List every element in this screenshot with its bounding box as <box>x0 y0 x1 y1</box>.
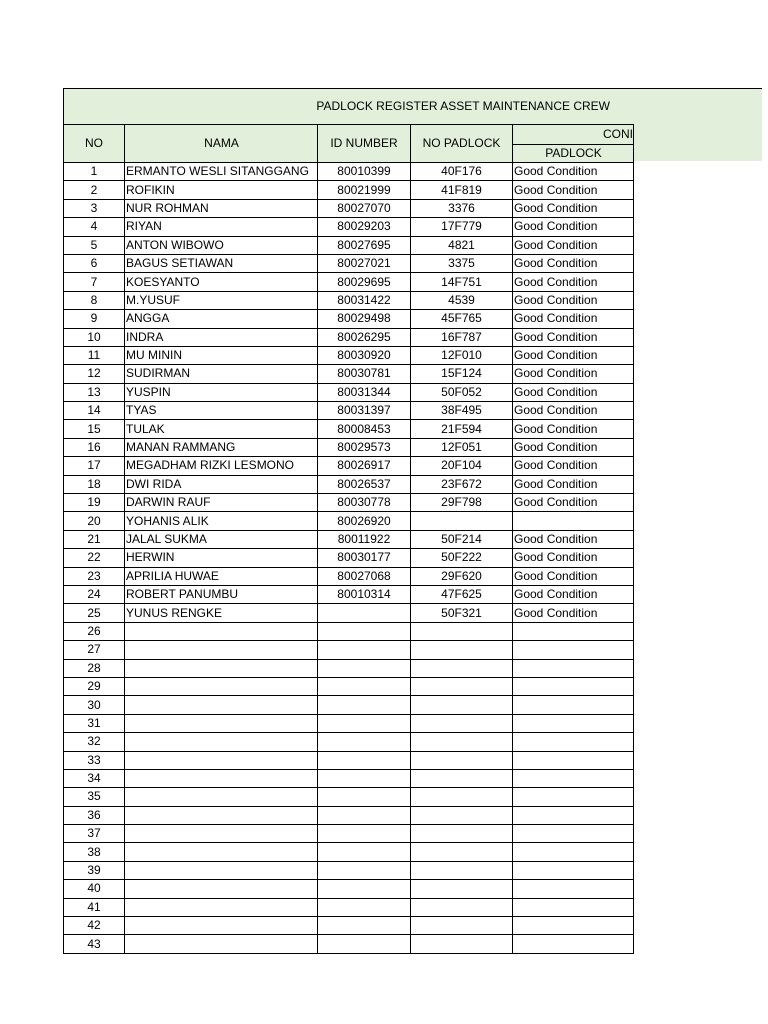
padlock-register-table <box>63 124 634 954</box>
cell-id-number[interactable] <box>318 898 411 916</box>
cell-condition[interactable] <box>513 696 634 714</box>
table-row <box>64 199 634 217</box>
cell-id-number[interactable]: 80010399 <box>318 163 411 181</box>
table-row <box>64 218 634 236</box>
cell-condition[interactable] <box>513 843 634 861</box>
cell-condition[interactable] <box>513 898 634 916</box>
cell-condition[interactable]: Good Condition <box>513 383 634 401</box>
cell-nama[interactable]: M.YUSUF <box>125 291 318 309</box>
cell-nama[interactable]: ANGGA <box>125 310 318 328</box>
cell-condition[interactable]: Good Condition <box>513 604 634 622</box>
cell-no[interactable]: 3 <box>64 199 125 217</box>
cell-no-padlock[interactable] <box>411 622 513 640</box>
cell-condition[interactable]: Good Condition <box>513 530 634 548</box>
cell-condition[interactable] <box>513 769 634 787</box>
table-row <box>64 843 634 861</box>
cell-no-padlock[interactable]: 50F222 <box>411 549 513 567</box>
cell-nama[interactable]: HERWIN <box>125 549 318 567</box>
cell-condition[interactable] <box>513 788 634 806</box>
condition-header-fill <box>631 124 762 161</box>
cell-nama[interactable]: JALAL SUKMA <box>125 530 318 548</box>
cell-id-number[interactable]: 80030781 <box>318 365 411 383</box>
cell-nama[interactable]: ROBERT PANUMBU <box>125 585 318 603</box>
cell-nama[interactable]: ROFIKIN <box>125 181 318 199</box>
table-row <box>64 438 634 456</box>
cell-no-padlock[interactable]: 40F176 <box>411 163 513 181</box>
table-row <box>64 604 634 622</box>
cell-condition[interactable] <box>513 714 634 732</box>
table-row <box>64 383 634 401</box>
cell-nama[interactable] <box>125 751 318 769</box>
cell-condition[interactable] <box>513 512 634 530</box>
cell-condition[interactable]: Good Condition <box>513 494 634 512</box>
cell-id-number[interactable]: 80026917 <box>318 457 411 475</box>
table-row <box>64 622 634 640</box>
table-row <box>64 659 634 677</box>
cell-nama[interactable]: YUNUS RENGKE <box>125 604 318 622</box>
cell-no[interactable]: 40 <box>64 880 125 898</box>
cell-nama[interactable] <box>125 696 318 714</box>
cell-nama[interactable] <box>125 733 318 751</box>
cell-condition[interactable] <box>513 622 634 640</box>
cell-id-number[interactable]: 80030778 <box>318 494 411 512</box>
cell-no[interactable]: 19 <box>64 494 125 512</box>
header-no[interactable]: NO <box>64 125 125 163</box>
table-row <box>64 254 634 272</box>
cell-no-padlock[interactable]: 29F620 <box>411 567 513 585</box>
cell-nama[interactable]: ANTON WIBOWO <box>125 236 318 254</box>
cell-id-number[interactable]: 80027070 <box>318 199 411 217</box>
cell-nama[interactable] <box>125 861 318 879</box>
cell-condition[interactable]: Good Condition <box>513 475 634 493</box>
cell-condition[interactable]: Good Condition <box>513 328 634 346</box>
cell-nama[interactable] <box>125 935 318 953</box>
cell-id-number[interactable] <box>318 696 411 714</box>
table-row <box>64 273 634 291</box>
cell-id-number[interactable]: 80027068 <box>318 567 411 585</box>
table-row <box>64 585 634 603</box>
cell-no[interactable]: 6 <box>64 254 125 272</box>
cell-condition[interactable]: Good Condition <box>513 457 634 475</box>
cell-nama[interactable]: SUDIRMAN <box>125 365 318 383</box>
cell-condition[interactable] <box>513 935 634 953</box>
cell-id-number[interactable]: 80029203 <box>318 218 411 236</box>
table-row <box>64 475 634 493</box>
cell-nama[interactable] <box>125 677 318 695</box>
title-banner <box>63 88 762 125</box>
table-row <box>64 677 634 695</box>
cell-id-number[interactable]: 80029573 <box>318 438 411 456</box>
cell-id-number[interactable]: 80031344 <box>318 383 411 401</box>
cell-no-padlock[interactable]: 3376 <box>411 199 513 217</box>
cell-no[interactable]: 4 <box>64 218 125 236</box>
cell-no[interactable]: 28 <box>64 659 125 677</box>
cell-no[interactable]: 17 <box>64 457 125 475</box>
cell-id-number[interactable] <box>318 880 411 898</box>
table-row <box>64 825 634 843</box>
cell-condition[interactable]: Good Condition <box>513 438 634 456</box>
cell-no[interactable]: 11 <box>64 346 125 364</box>
table-row <box>64 163 634 181</box>
cell-no[interactable]: 34 <box>64 769 125 787</box>
cell-no-padlock[interactable] <box>411 917 513 935</box>
cell-no-padlock[interactable] <box>411 641 513 659</box>
cell-condition[interactable] <box>513 861 634 879</box>
cell-no-padlock[interactable]: 50F321 <box>411 604 513 622</box>
table-row <box>64 346 634 364</box>
cell-condition[interactable]: Good Condition <box>513 420 634 438</box>
cell-condition[interactable] <box>513 751 634 769</box>
cell-no[interactable]: 10 <box>64 328 125 346</box>
cell-id-number[interactable]: 80008453 <box>318 420 411 438</box>
cell-no-padlock[interactable]: 3375 <box>411 254 513 272</box>
cell-no-padlock[interactable]: 50F052 <box>411 383 513 401</box>
cell-no[interactable]: 27 <box>64 641 125 659</box>
cell-nama[interactable]: YUSPIN <box>125 383 318 401</box>
cell-nama[interactable]: APRILIA HUWAE <box>125 567 318 585</box>
cell-no-padlock[interactable] <box>411 677 513 695</box>
cell-no-padlock[interactable] <box>411 659 513 677</box>
cell-id-number[interactable]: 80031397 <box>318 402 411 420</box>
cell-condition[interactable] <box>513 825 634 843</box>
cell-condition[interactable]: Good Condition <box>513 199 634 217</box>
cell-id-number[interactable] <box>318 825 411 843</box>
cell-condition[interactable]: Good Condition <box>513 402 634 420</box>
cell-id-number[interactable]: 80029695 <box>318 273 411 291</box>
cell-id-number[interactable] <box>318 769 411 787</box>
cell-no-padlock[interactable] <box>411 733 513 751</box>
cell-no[interactable]: 16 <box>64 438 125 456</box>
table-row <box>64 861 634 879</box>
cell-nama[interactable]: MANAN RAMMANG <box>125 438 318 456</box>
cell-nama[interactable] <box>125 769 318 787</box>
cell-condition[interactable] <box>513 641 634 659</box>
cell-nama[interactable]: MEGADHAM RIZKI LESMONO <box>125 457 318 475</box>
cell-id-number[interactable]: 80011922 <box>318 530 411 548</box>
cell-no-padlock[interactable] <box>411 898 513 916</box>
cell-no[interactable]: 9 <box>64 310 125 328</box>
cell-id-number[interactable]: 80027695 <box>318 236 411 254</box>
cell-no-padlock[interactable]: 20F104 <box>411 457 513 475</box>
table-row <box>64 751 634 769</box>
cell-id-number[interactable] <box>318 751 411 769</box>
cell-condition[interactable]: Good Condition <box>513 346 634 364</box>
cell-condition[interactable] <box>513 677 634 695</box>
cell-nama[interactable] <box>125 825 318 843</box>
cell-condition[interactable] <box>513 806 634 824</box>
cell-no-padlock[interactable] <box>411 825 513 843</box>
cell-condition[interactable] <box>513 880 634 898</box>
cell-no-padlock[interactable] <box>411 714 513 732</box>
cell-condition[interactable]: Good Condition <box>513 365 634 383</box>
cell-no-padlock[interactable]: 50F214 <box>411 530 513 548</box>
cell-condition[interactable]: Good Condition <box>513 163 634 181</box>
table-row <box>64 291 634 309</box>
cell-nama[interactable]: RIYAN <box>125 218 318 236</box>
cell-no[interactable]: 21 <box>64 530 125 548</box>
cell-no-padlock[interactable]: 29F798 <box>411 494 513 512</box>
table-row <box>64 769 634 787</box>
cell-no-padlock[interactable] <box>411 806 513 824</box>
cell-no[interactable]: 35 <box>64 788 125 806</box>
table-row <box>64 880 634 898</box>
cell-id-number[interactable] <box>318 861 411 879</box>
cell-condition[interactable]: Good Condition <box>513 291 634 309</box>
cell-id-number[interactable] <box>318 659 411 677</box>
cell-no-padlock[interactable] <box>411 696 513 714</box>
cell-no[interactable]: 18 <box>64 475 125 493</box>
cell-no[interactable]: 32 <box>64 733 125 751</box>
cell-no-padlock[interactable] <box>411 935 513 953</box>
cell-condition[interactable]: Good Condition <box>513 236 634 254</box>
cell-condition[interactable]: Good Condition <box>513 218 634 236</box>
table-row <box>64 567 634 585</box>
cell-no-padlock[interactable]: 14F751 <box>411 273 513 291</box>
cell-no-padlock[interactable] <box>411 788 513 806</box>
cell-nama[interactable]: ERMANTO WESLI SITANGGANG <box>125 163 318 181</box>
cell-nama[interactable]: DARWIN RAUF <box>125 494 318 512</box>
cell-no[interactable]: 8 <box>64 291 125 309</box>
cell-nama[interactable] <box>125 843 318 861</box>
cell-id-number[interactable]: 80031422 <box>318 291 411 309</box>
table-row <box>64 788 634 806</box>
cell-no[interactable]: 20 <box>64 512 125 530</box>
cell-no-padlock[interactable]: 12F051 <box>411 438 513 456</box>
cell-id-number[interactable]: 80027021 <box>318 254 411 272</box>
cell-no[interactable]: 2 <box>64 181 125 199</box>
table-header <box>64 125 634 163</box>
cell-id-number[interactable]: 80030177 <box>318 549 411 567</box>
cell-id-number[interactable] <box>318 935 411 953</box>
cell-nama[interactable]: KOESYANTO <box>125 273 318 291</box>
cell-nama[interactable] <box>125 641 318 659</box>
cell-condition[interactable]: Good Condition <box>513 273 634 291</box>
table-row <box>64 898 634 916</box>
cell-no[interactable]: 22 <box>64 549 125 567</box>
cell-condition[interactable]: Good Condition <box>513 254 634 272</box>
table-row <box>64 696 634 714</box>
cell-condition[interactable] <box>513 733 634 751</box>
cell-condition[interactable] <box>513 659 634 677</box>
cell-nama[interactable]: DWI RIDA <box>125 475 318 493</box>
cell-nama[interactable]: BAGUS SETIAWAN <box>125 254 318 272</box>
cell-no-padlock[interactable] <box>411 861 513 879</box>
header-nama[interactable]: NAMA <box>125 125 318 163</box>
cell-no[interactable]: 14 <box>64 402 125 420</box>
cell-no[interactable]: 13 <box>64 383 125 401</box>
cell-id-number[interactable] <box>318 622 411 640</box>
cell-nama[interactable]: TYAS <box>125 402 318 420</box>
cell-nama[interactable]: MU MININ <box>125 346 318 364</box>
table-row <box>64 365 634 383</box>
cell-id-number[interactable]: 80026537 <box>318 475 411 493</box>
header-condition-padlock[interactable]: PADLOCK <box>513 144 634 163</box>
table-row <box>64 935 634 953</box>
cell-no-padlock[interactable]: 45F765 <box>411 310 513 328</box>
header-id-number[interactable]: ID NUMBER <box>318 125 411 163</box>
cell-id-number[interactable] <box>318 843 411 861</box>
cell-id-number[interactable] <box>318 806 411 824</box>
cell-nama[interactable]: NUR ROHMAN <box>125 199 318 217</box>
cell-no-padlock[interactable]: 41F819 <box>411 181 513 199</box>
cell-no[interactable]: 30 <box>64 696 125 714</box>
cell-no[interactable]: 7 <box>64 273 125 291</box>
cell-no[interactable]: 1 <box>64 163 125 181</box>
cell-no[interactable]: 43 <box>64 935 125 953</box>
cell-no-padlock[interactable]: 15F124 <box>411 365 513 383</box>
table-row <box>64 181 634 199</box>
cell-nama[interactable] <box>125 898 318 916</box>
table-row <box>64 733 634 751</box>
cell-no-padlock[interactable] <box>411 751 513 769</box>
cell-no-padlock[interactable]: 23F672 <box>411 475 513 493</box>
table-row <box>64 420 634 438</box>
cell-nama[interactable]: INDRA <box>125 328 318 346</box>
cell-id-number[interactable] <box>318 917 411 935</box>
header-condition-group[interactable]: CONI <box>513 125 634 145</box>
cell-id-number[interactable]: 80029498 <box>318 310 411 328</box>
table-row <box>64 641 634 659</box>
cell-nama[interactable]: YOHANIS ALIK <box>125 512 318 530</box>
cell-condition[interactable]: Good Condition <box>513 549 634 567</box>
table-row <box>64 512 634 530</box>
cell-no[interactable]: 25 <box>64 604 125 622</box>
cell-no-padlock[interactable] <box>411 843 513 861</box>
cell-no[interactable]: 41 <box>64 898 125 916</box>
table-row <box>64 714 634 732</box>
cell-id-number[interactable]: 80030920 <box>318 346 411 364</box>
table-row <box>64 457 634 475</box>
cell-no[interactable]: 42 <box>64 917 125 935</box>
cell-no[interactable]: 31 <box>64 714 125 732</box>
table-row <box>64 917 634 935</box>
cell-no-padlock[interactable]: 4821 <box>411 236 513 254</box>
cell-nama[interactable] <box>125 806 318 824</box>
table-row <box>64 530 634 548</box>
cell-no-padlock[interactable]: 21F594 <box>411 420 513 438</box>
cell-nama[interactable]: TULAK <box>125 420 318 438</box>
cell-no[interactable]: 26 <box>64 622 125 640</box>
cell-no[interactable]: 5 <box>64 236 125 254</box>
cell-no-padlock[interactable]: 4539 <box>411 291 513 309</box>
table-row <box>64 310 634 328</box>
cell-no[interactable]: 12 <box>64 365 125 383</box>
cell-id-number[interactable]: 80026295 <box>318 328 411 346</box>
cell-id-number[interactable]: 80021999 <box>318 181 411 199</box>
header-no-padlock[interactable]: NO PADLOCK <box>411 125 513 163</box>
cell-no-padlock[interactable] <box>411 512 513 530</box>
table-row <box>64 328 634 346</box>
cell-no[interactable]: 39 <box>64 861 125 879</box>
table-row <box>64 402 634 420</box>
cell-condition[interactable] <box>513 917 634 935</box>
table-row <box>64 236 634 254</box>
cell-no-padlock[interactable] <box>411 769 513 787</box>
cell-id-number[interactable]: 80010314 <box>318 585 411 603</box>
cell-no-padlock[interactable]: 16F787 <box>411 328 513 346</box>
cell-id-number[interactable]: 80026920 <box>318 512 411 530</box>
cell-nama[interactable] <box>125 622 318 640</box>
cell-id-number[interactable] <box>318 641 411 659</box>
cell-no[interactable]: 37 <box>64 825 125 843</box>
cell-no-padlock[interactable]: 47F625 <box>411 585 513 603</box>
cell-nama[interactable] <box>125 714 318 732</box>
cell-no-padlock[interactable]: 12F010 <box>411 346 513 364</box>
cell-no[interactable]: 29 <box>64 677 125 695</box>
table-row <box>64 806 634 824</box>
cell-nama[interactable] <box>125 917 318 935</box>
cell-no-padlock[interactable] <box>411 880 513 898</box>
cell-condition[interactable]: Good Condition <box>513 181 634 199</box>
cell-no[interactable]: 36 <box>64 806 125 824</box>
cell-no[interactable]: 33 <box>64 751 125 769</box>
table-body <box>64 163 634 954</box>
cell-no-padlock[interactable]: 38F495 <box>411 402 513 420</box>
cell-nama[interactable] <box>125 880 318 898</box>
cell-id-number[interactable] <box>318 733 411 751</box>
cell-condition[interactable]: Good Condition <box>513 567 634 585</box>
cell-condition[interactable]: Good Condition <box>513 310 634 328</box>
cell-no-padlock[interactable]: 17F779 <box>411 218 513 236</box>
cell-nama[interactable] <box>125 659 318 677</box>
cell-no[interactable]: 15 <box>64 420 125 438</box>
sheet-title: PADLOCK REGISTER ASSET MAINTENANCE CREW <box>316 99 610 113</box>
cell-nama[interactable] <box>125 788 318 806</box>
cell-id-number[interactable] <box>318 714 411 732</box>
cell-id-number[interactable] <box>318 677 411 695</box>
table-row <box>64 494 634 512</box>
cell-id-number[interactable] <box>318 788 411 806</box>
cell-no[interactable]: 23 <box>64 567 125 585</box>
cell-id-number[interactable] <box>318 604 411 622</box>
table-row <box>64 549 634 567</box>
cell-no[interactable]: 38 <box>64 843 125 861</box>
cell-condition[interactable]: Good Condition <box>513 585 634 603</box>
cell-no[interactable]: 24 <box>64 585 125 603</box>
